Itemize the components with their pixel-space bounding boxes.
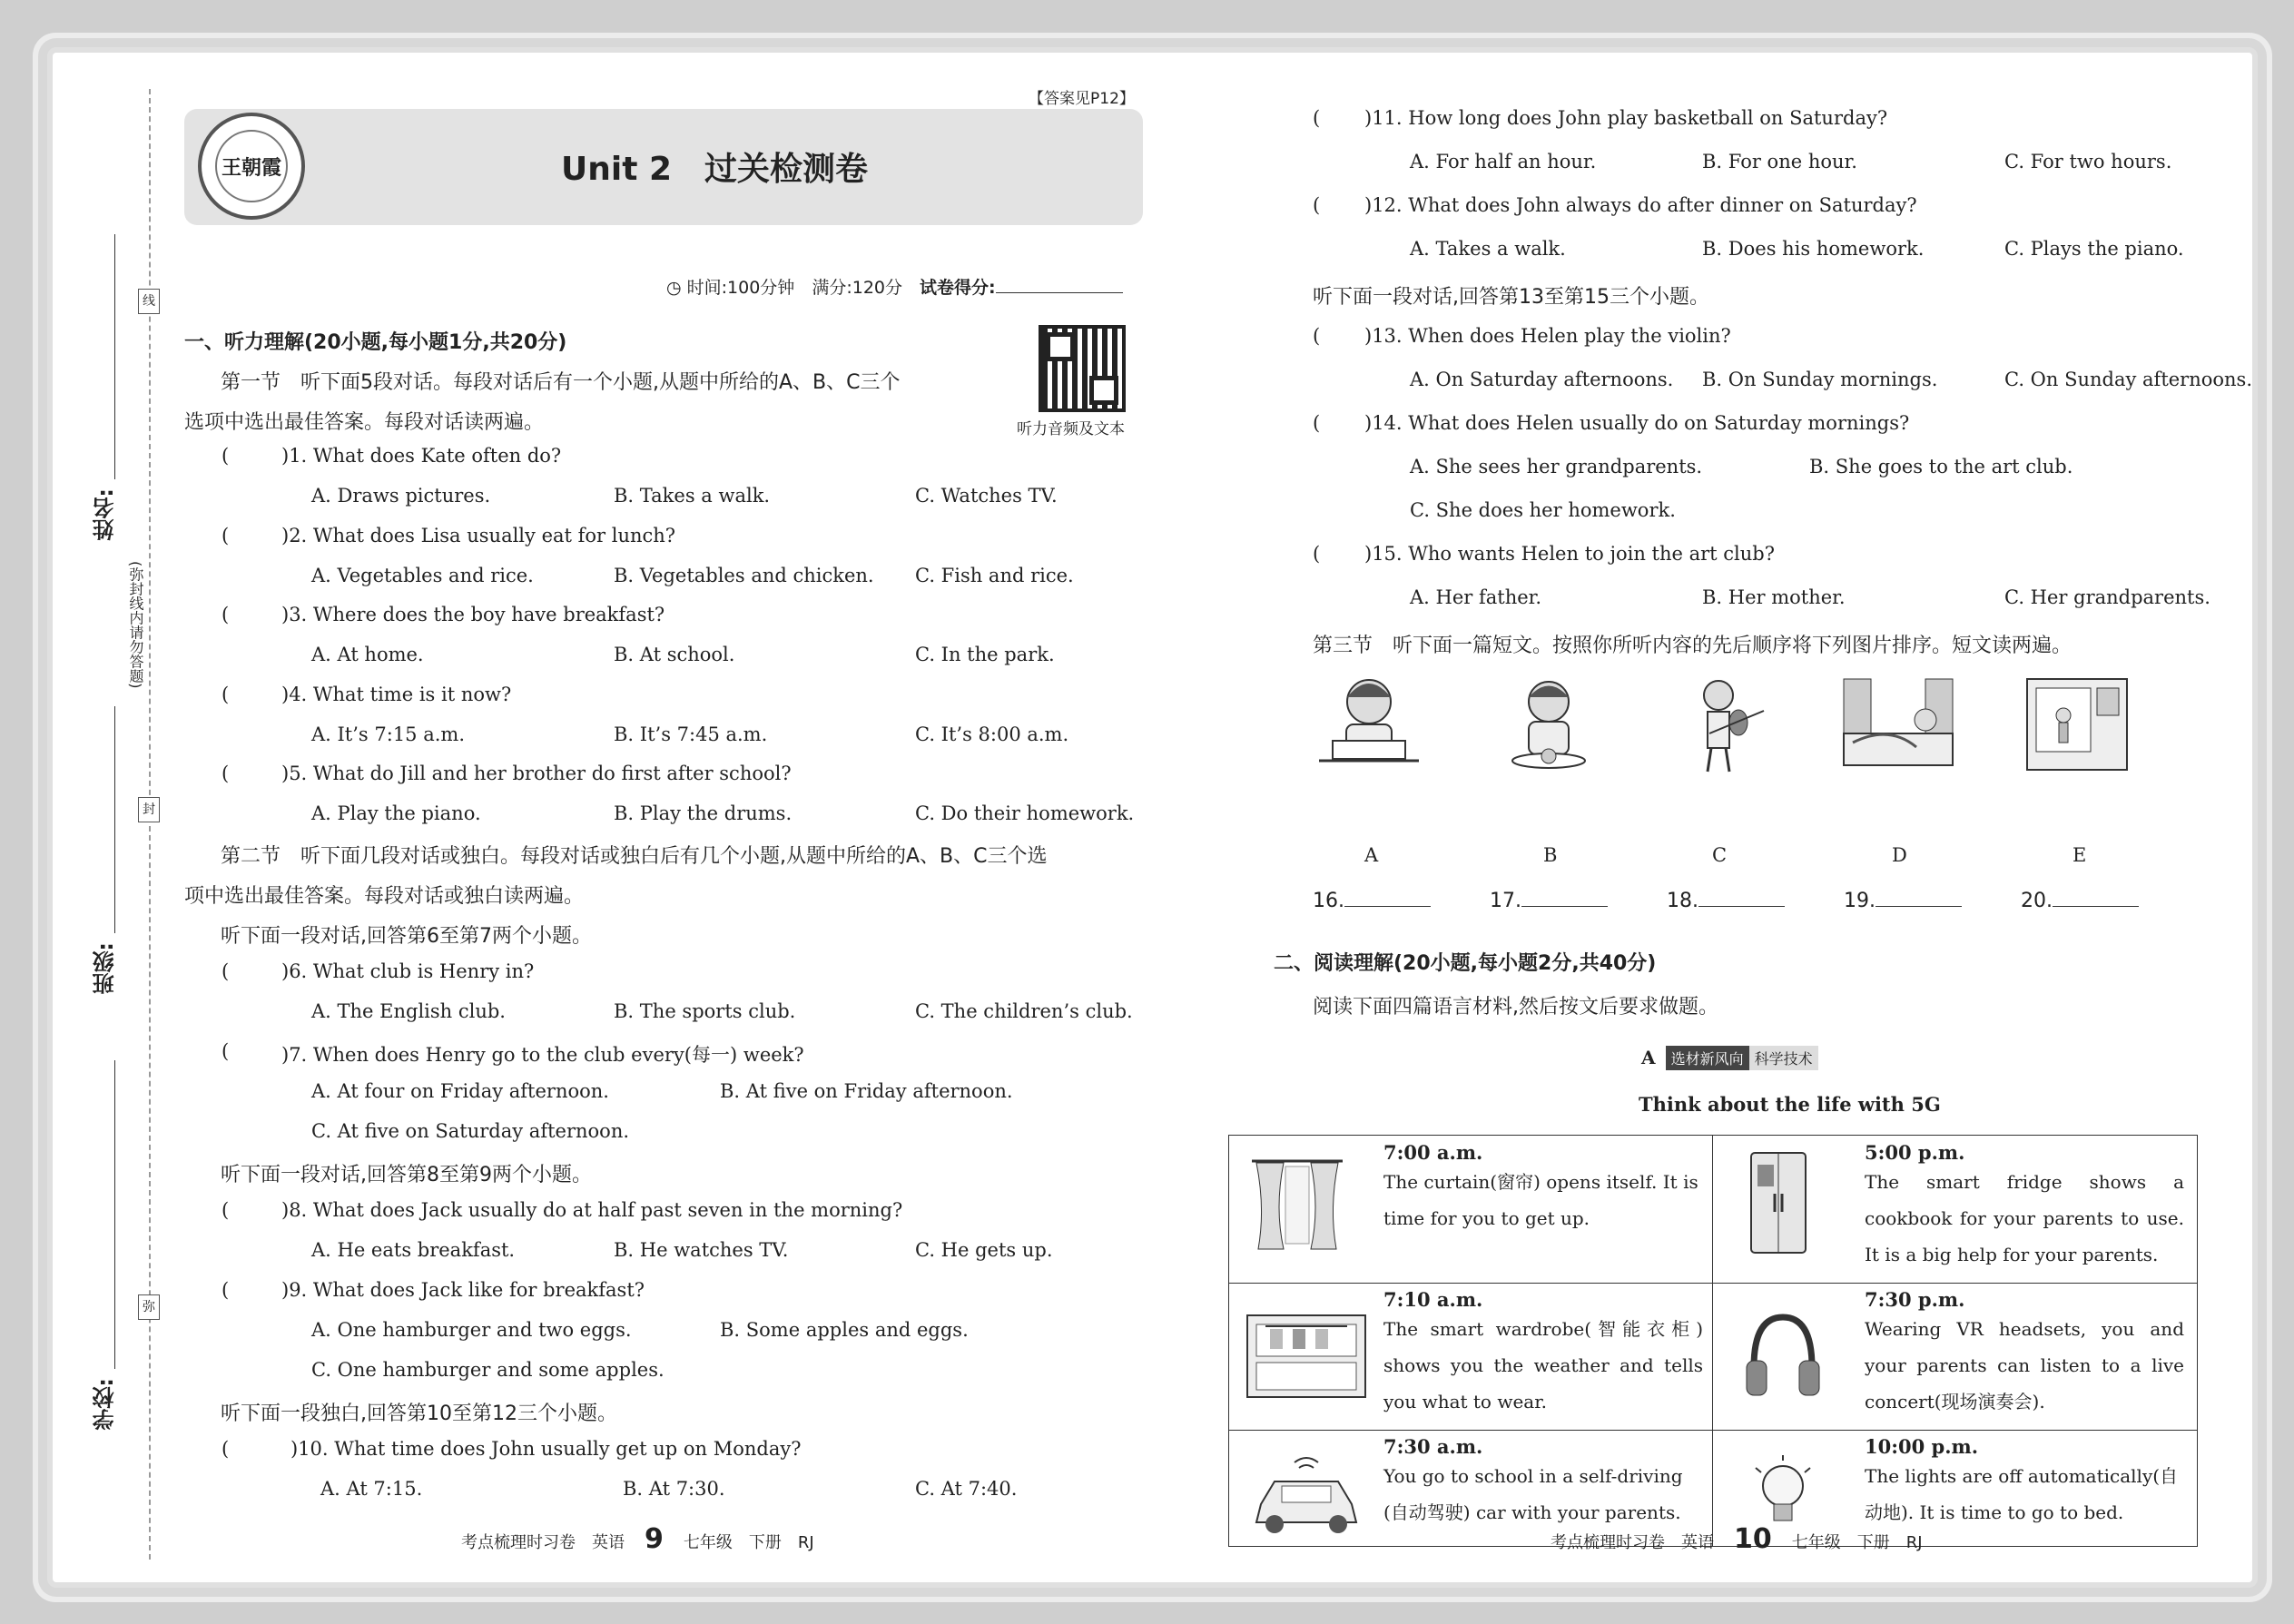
- left-page: 线 封 弥 (弥封线内请勿答题) 姓名: 班级: 学校: 【答案见P12】 王朝霞 Unit 2 过关检测卷 ◷ 时间:100分钟 满分:120分 试卷得分: 一、听力理解(20小题,每小题1分,共20分) 听力音频及文本 第一节 听下面5段对话。每段对话后有一个小题,从题中所给的A、B、C三个 选项中选出最佳答案。每段对话读两遍。 ( )1. What does Kate often do? A. Draws pictures. B. Takes a walk. C. Watches TV. ( )2. What does Lisa usually eat for lunch? A. Vegetables and rice. B. Vegetables and chicken. C. Fish and rice. ( )3. Where does the boy have breakfast? A. At home. B. At school. C. In the park. ( )4. What time is it now? A. It’s 7:15 a.m. B. It’s 7:45 a.m. C. It’s 8:00 a.m. ( )5. What do Jill and her brother do first after school? A. Play the piano. B. Play the drums. C. Do their homework. 第二节 听下面几段对话或独白。每段对话或独白后有几个小题,从题中所给的A、B、C三个选 项中选出最佳答案。每段对话或独白读两遍。 听下面一段对话,回答第6至第7两个小题。 ( )6. What club is Henry in? A. The English club. B. The sports club. C. The children’s club. ( )7. When does Henry go to the club every(每一) week? A. At four on Friday afternoon. B. At five on Friday afternoon. C. At five on Saturday afternoon. 听下面一段对话,回答第8至第9两个小题。 ( )8. What does Jack usually do at half past seven in the morning? A. He eats breakfast. B. He watches TV. C. He gets up. ( )9. What does Jack like for breakfast? A. One hamburger and two eggs. B. Some apples and eggs. C. One hamburger and some apples. 听下面一段独白,回答第10至第12三个小题。 ( )10. What time does John usually get up on Monday? A. At 7:15. B. At 7:30. C. At 7:40. 考点梳理时习卷 英语 9 七年级 下册 RJ: [53, 53, 1233, 1582]
- right-page: ( )11. How long does John play basketball on Saturday? A. For half an hour. B. For one hour. C. For two hours. ( )12. What does John always do after dinner on Saturday? A. Takes a walk. B. Does his homework. C. Plays the piano. 听下面一段对话,回答第13至第15三个小题。 ( )13. When does Helen play the violin? A. On Saturday afternoons. B. On Sunday mornings. C. On Sunday afternoons. ( )14. What does Helen usually do on Saturday mornings? A. She sees her grandparents. B. She goes to the art club. C. She does her homework. ( )15. Who wants Helen to join the art club? A. Her father. B. Her mother. C. Her grandparents. 第三节 听下面一篇短文。按照你所听内容的先后顺序将下列图片排序。短文读两遍。 A B C D E 16. 17. 18. 19. 20. 二、阅读理解(20小题,每小题2分,共40分) 阅读下面四篇语言材料,然后按文后要求做题。 A 选材新风向 科学技术 Think about the life with 5G 7:00 a.m. The curtain(窗帘) opens itself. It is time for you to get up. 5:00 p.m. The smart fridge shows a cookbook for your parents to use. It is a big help for your parents. 7:10 a.m. The smart wardrobe(智能衣柜) shows you the weather and tells you what to wear. 7:30 p.m. Wearing VR headsets, you and your parents can listen to a live concert(现场演奏会). 7:30 a.m. You go to school in a self-driving (自动驾驶) car with your parents. 10:00 p.m. The lights are off automatically(自动地). It is time to go to bed. 考点梳理时习卷 英语 10 七年级 下册 RJ: [1215, 53, 2252, 1582]
- schedule-table: [1228, 1135, 2198, 1547]
- picture-d-girl-waking: [1835, 670, 1962, 779]
- picture-label-d: D: [1892, 844, 1907, 866]
- schedule-item-2200: 10:00 p.m. The lights are off automatically(自动地). It is time to go to bed.: [1865, 1435, 2179, 1523]
- section1-title: 一、听力理解(20小题,每小题1分,共20分): [184, 331, 567, 354]
- car-icon: [1247, 1450, 1365, 1540]
- picture-b-girl-eating: [1485, 670, 1612, 779]
- schedule-item-0710: 7:10 a.m. The smart wardrobe(智能衣柜) shows you the weather and tells you what to wear.: [1383, 1288, 1703, 1412]
- tag-science: 科学技术: [1749, 1046, 1818, 1070]
- section2-intro: 阅读下面四篇语言材料,然后按文后要求做题。: [1313, 996, 1718, 1019]
- seal-mark-seal: 封: [138, 797, 160, 822]
- headphones-icon: [1738, 1308, 1828, 1408]
- part1-instruction: 第一节 听下面5段对话。每段对话后有一个小题,从题中所给的A、B、C三个: [221, 371, 901, 394]
- seal-mark-line: 线: [138, 289, 160, 314]
- qr-code-icon[interactable]: [1039, 325, 1126, 412]
- intro-6-7: 听下面一段对话,回答第6至第7两个小题。: [221, 925, 592, 948]
- curtain-icon: [1247, 1154, 1347, 1254]
- schedule-item-0730: 7:30 a.m. You go to school in a self-driving (自动驾驶) car with your parents.: [1383, 1435, 1683, 1523]
- name-label: 姓名:: [93, 488, 118, 541]
- seal-note: (弥封线内请勿答题): [127, 561, 144, 689]
- part3-instruction: 第三节 听下面一篇短文。按照你所听内容的先后顺序将下列图片排序。短文读两遍。: [1313, 635, 2072, 657]
- wardrobe-icon: [1238, 1306, 1374, 1406]
- answer-18[interactable]: 18.: [1667, 890, 1785, 912]
- answer-16[interactable]: 16.: [1313, 890, 1431, 912]
- schedule-item-0700: 7:00 a.m. The curtain(窗帘) opens itself. It is time for you to get up.: [1383, 1141, 1698, 1229]
- passage-title: Think about the life with 5G: [1639, 1093, 1941, 1116]
- intro-13-15: 听下面一段对话,回答第13至第15三个小题。: [1313, 286, 1709, 309]
- qr-caption: 听力音频及文本: [1017, 420, 1125, 438]
- schedule-item-1930: 7:30 p.m. Wearing VR headsets, you and your parents can listen to a live concert(现场演奏会).: [1865, 1288, 2184, 1412]
- clock-icon: ◷: [666, 278, 682, 298]
- picture-e-bus-stop: [2013, 670, 2141, 779]
- answer-17[interactable]: 17.: [1490, 890, 1608, 912]
- part2-instruction: 第二节 听下面几段对话或独白。每段对话或独白后有几个小题,从题中所给的A、B、C三个选: [221, 845, 1048, 868]
- intro-10-12: 听下面一段独白,回答第10至第12三个小题。: [221, 1403, 617, 1425]
- section2-title: 二、阅读理解(20小题,每小题2分,共40分): [1274, 952, 1657, 975]
- footer-right: 考点梳理时习卷 英语 10 七年级 下册 RJ: [1551, 1523, 1923, 1555]
- tag-new-trend: 选材新风向: [1666, 1046, 1749, 1070]
- part1-instruction-cont: 选项中选出最佳答案。每段对话读两遍。: [184, 411, 545, 434]
- picture-label-a: A: [1364, 844, 1379, 866]
- brand-logo: 王朝霞: [198, 113, 305, 220]
- footer-left: 考点梳理时习卷 英语 9 七年级 下册 RJ: [461, 1523, 814, 1555]
- name-field[interactable]: [114, 234, 115, 479]
- exam-sheet: [47, 47, 2258, 1588]
- exam-meta: ◷ 时间:100分钟 满分:120分 试卷得分:: [666, 274, 1123, 299]
- intro-8-9: 听下面一段对话,回答第8至第9两个小题。: [221, 1164, 592, 1186]
- school-label: 学校:: [93, 1378, 118, 1431]
- part2-instruction-cont: 项中选出最佳答案。每段对话或独白读两遍。: [184, 885, 585, 908]
- picture-label-c: C: [1712, 844, 1728, 866]
- schedule-item-1700: 5:00 p.m. The smart fridge shows a cookbook for your parents to use. It is a big help for your parents.: [1865, 1141, 2184, 1265]
- page-title: Unit 2 过关检测卷: [561, 151, 868, 188]
- answer-reference: 【答案见P12】: [1029, 90, 1135, 108]
- school-field[interactable]: [114, 1060, 115, 1369]
- fridge-icon: [1733, 1148, 1824, 1257]
- picture-c-girl-violin: [1655, 670, 1782, 779]
- seal-mark-mi: 弥: [138, 1294, 160, 1320]
- picture-a-girl-reading: [1305, 670, 1433, 779]
- answer-19[interactable]: 19.: [1844, 890, 1962, 912]
- class-label: 班级:: [93, 942, 118, 995]
- picture-label-b: B: [1543, 844, 1558, 866]
- class-field[interactable]: [114, 706, 115, 933]
- passage-label: A 选材新风向 科学技术: [1641, 1046, 1818, 1070]
- picture-label-e: E: [2072, 844, 2087, 866]
- answer-20[interactable]: 20.: [2021, 890, 2139, 912]
